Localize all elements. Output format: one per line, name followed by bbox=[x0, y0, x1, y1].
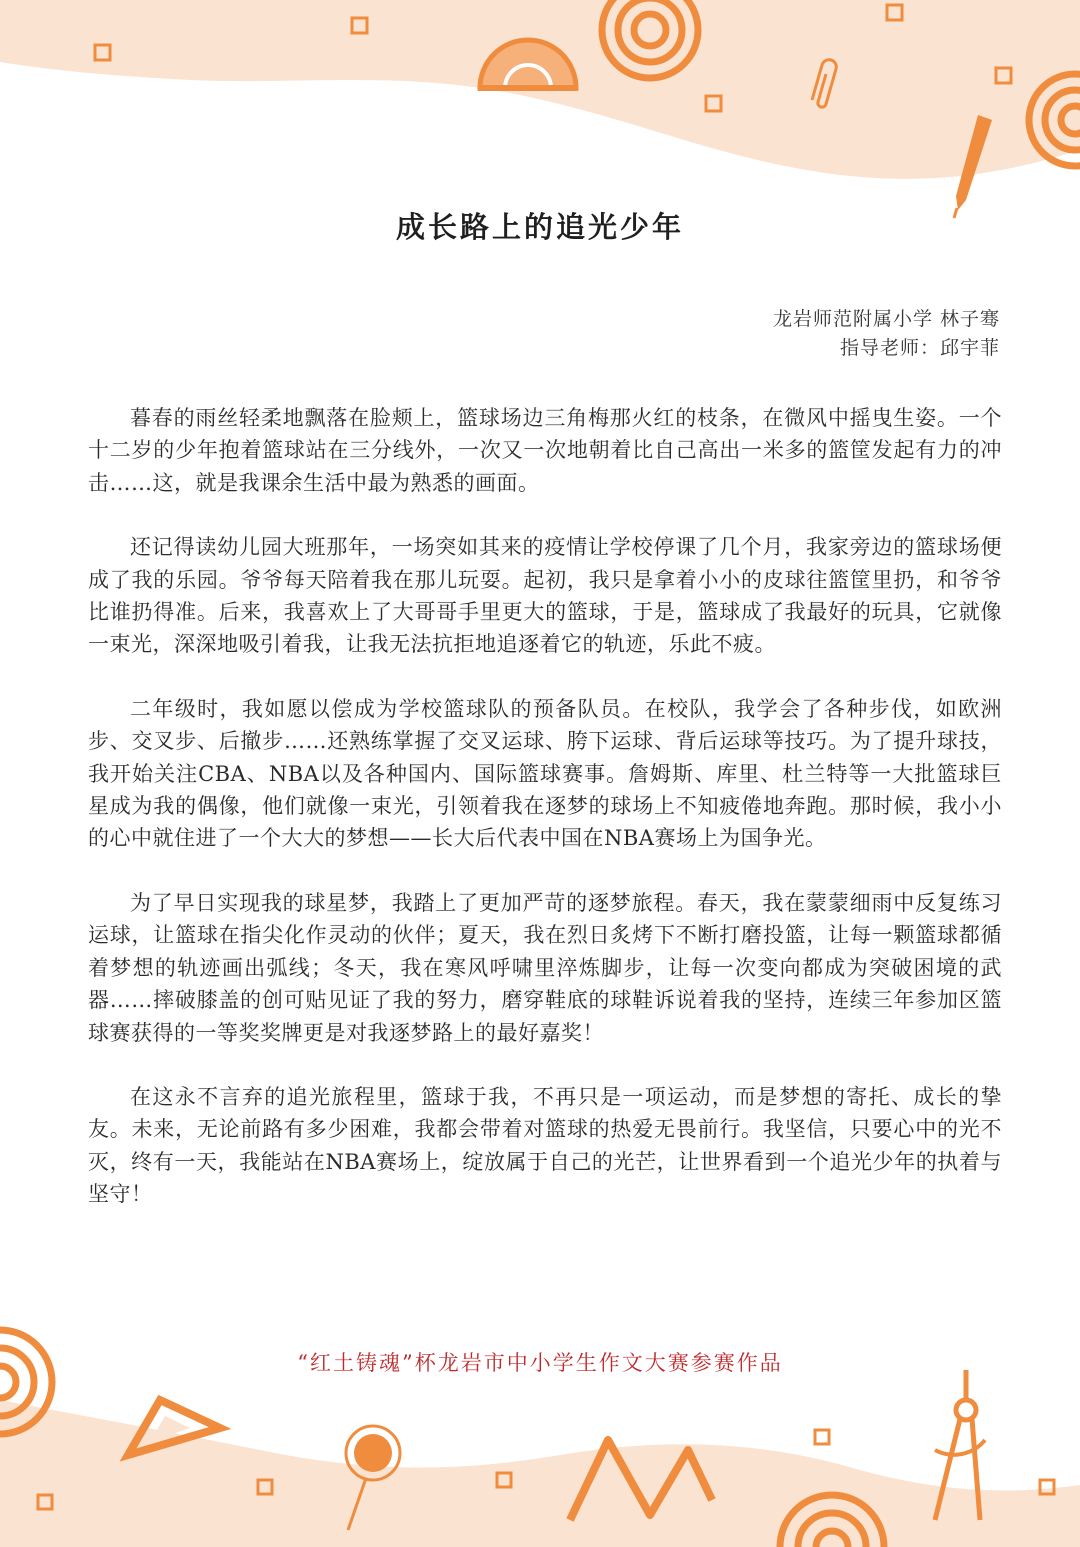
bottom-decoration bbox=[0, 1320, 1080, 1547]
essay-body bbox=[88, 402, 1002, 1243]
paragraph: 二年级时，我如愿以偿成为学校篮球队的预备队员。在校队，我学会了各种步伐，如欧洲步、交叉步、后撤步……还熟练掌握了交叉运球、胯下运球、背后运球等技巧。为了提升球技，我开始关注CBA、NBA以及各种国内、国际篮球赛事。詹姆斯、库里、杜兰特等一大批篮球巨星成为我的偶像，他们就像一束光，引领着我在逐梦的球场上不知疲倦地奔跑。那时候，我小小的心中就住进了一个大大的梦想——长大后代表中国在NBA赛场上为国争光。 bbox=[88, 696, 1002, 851]
teacher-credit: 指导老师：邱宇菲 bbox=[839, 337, 1000, 359]
paragraph: 为了早日实现我的球星梦，我踏上了更加严苛的逐梦旅程。春天，我在蒙蒙细雨中反复练习运球，让篮球在指尖化作灵动的伙伴；夏天，我在烈日炙烤下不断打磨投篮，让每一颗篮球都循着梦想的轨迹画出弧线；冬天，我在寒风呼啸里淬炼脚步，让每一次变向都成为突破困境的武器……摔破膝盖的创可贴见证了我的努力，磨穿鞋底的球鞋诉说着我的坚持，连续三年参加区篮球赛获得的一等奖奖牌更是对我逐梦路上的最好嘉奖！ bbox=[88, 890, 1002, 1045]
paragraph: 在这永不言弃的追光旅程里，篮球于我，不再只是一项运动，而是梦想的寄托、成长的挚友。未来，无论前路有多少困难，我都会带着对篮球的热爱无畏前行。我坚信，只要心中的光不灭，终有一天，我能站在NBA赛场上，绽放属于自己的光芒，让世界看到一个追光少年的执着与坚守！ bbox=[88, 1084, 1002, 1207]
paragraph: 暮春的雨丝轻柔地飘落在脸颊上，篮球场边三角梅那火红的枝条，在微风中摇曳生姿。一个十二岁的少年抱着篮球站在三分线外，一次又一次地朝着比自己高出一米多的篮筐发起有力的冲击……这，就是我课余生活中最为熟悉的画面。 bbox=[88, 406, 1002, 495]
paragraph: 还记得读幼儿园大班那年，一场突如其来的疫情让学校停课了几个月，我家旁边的篮球场便成了我的乐园。爷爷每天陪着我在那儿玩耍。起初，我只是拿着小小的皮球往篮筐里扔，和爷爷比谁扔得准。后来，我喜欢上了大哥哥手里更大的篮球，于是，篮球成了我最好的玩具，它就像一束光，深深地吸引着我，让我无法抗拒地追逐着它的轨迹，乐此不疲。 bbox=[88, 535, 1002, 657]
school-author: 龙岩师范附属小学 林子骞 bbox=[772, 308, 1000, 330]
square-icon bbox=[815, 1430, 829, 1444]
byline bbox=[773, 305, 1000, 363]
contest-footer: “红土铸魂”杯龙岩市中小学生作文大赛参赛作品 bbox=[297, 1351, 783, 1375]
page-title: 成长路上的追光少年 bbox=[395, 210, 684, 244]
top-decoration bbox=[0, 0, 1080, 230]
